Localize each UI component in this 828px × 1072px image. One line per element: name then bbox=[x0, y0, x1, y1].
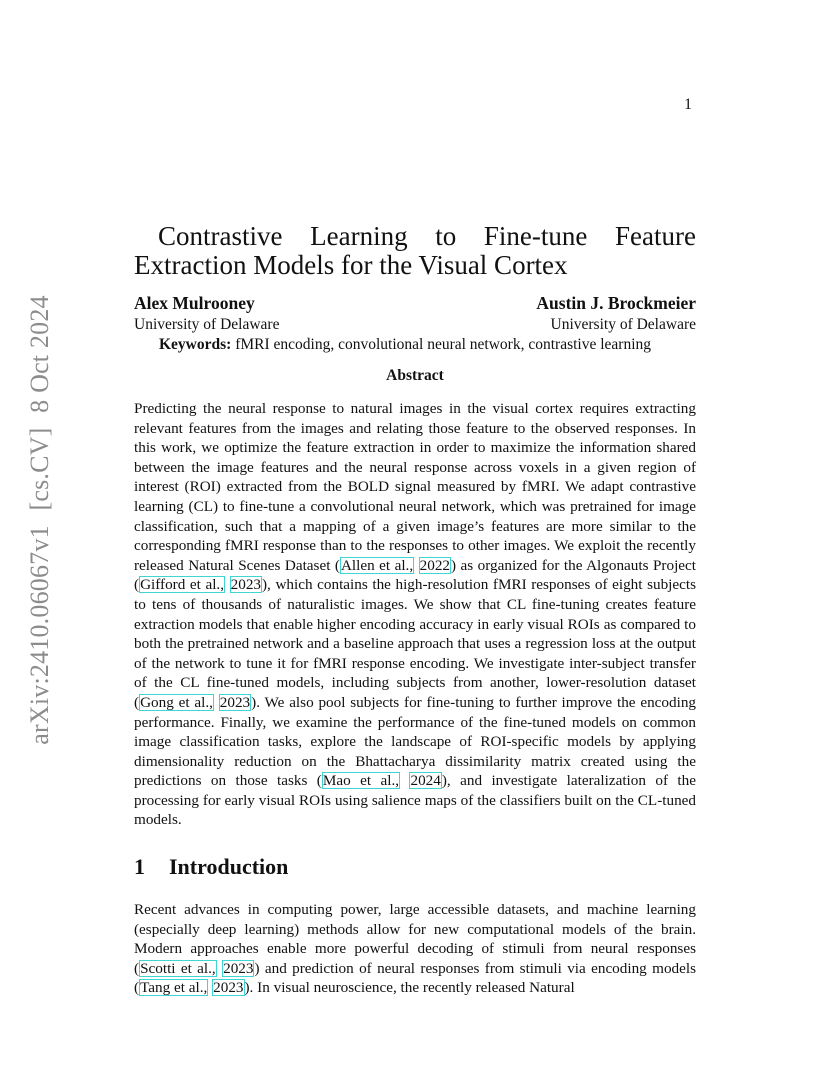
arxiv-date: 8 Oct 2024 bbox=[25, 295, 54, 413]
citation-year-link[interactable]: 2023 bbox=[213, 979, 244, 997]
author-name: Alex Mulrooney bbox=[134, 293, 255, 313]
abstract-heading: Abstract bbox=[386, 367, 444, 384]
keywords-label: Keywords: bbox=[159, 336, 232, 353]
section-number: 1 bbox=[134, 854, 145, 879]
abstract-text: ) as organized for the Algonauts Project ( bbox=[134, 556, 697, 594]
abstract-text: ), which contains the high-resolution fMRI responses of eight subjects to tens of thousands of naturalistic images. We show that CL fine-tuning creates feature extraction models that enable higher encoding accuracy in early visual ROIs as compared to both the pretrained network and a baseline approach that uses a regression loss at the output of the network to tune it for fMRI response encoding. We investigate inter-subject transfer of the CL fine-tuned models, including subjects from another, lower-resolution dataset ( bbox=[134, 576, 696, 711]
paper-title: Contrastive Learning to Fine-tune Feature Extraction Models for the Visual Cortex bbox=[134, 221, 696, 280]
abstract-text: ). We also pool subjects for fine-tuning to further improve the encoding performance. Finally, we examine the performance of the fine-tuned models on common image classification tasks, explore the landscape of ROI-specific models by applying dimensionality reduction on the Bhattacharya dissimilarity matrix created using the predictions on those tasks ( bbox=[134, 693, 697, 790]
arxiv-category: [cs.CV] bbox=[25, 427, 54, 511]
section-heading bbox=[134, 854, 288, 880]
intro-text: Recent advances in computing power, large accessible datasets, and machine learning (especially deep learning) methods allow for new computational models of the brain. Modern approaches enable more powerful decoding of stimuli from neural responses ( bbox=[134, 901, 696, 977]
abstract-text: ), and investigate lateralization of the processing for early visual ROIs using salience maps of the classifiers built on the CL-tuned models. bbox=[134, 772, 696, 829]
section-title: Introduction bbox=[169, 854, 289, 879]
abstract-text: Predicting the neural response to natural images in the visual cortex requires extracting relevant features from the images and relating those feature to the observed responses. In this work, we optimize the feature extraction in order to maximize the information shared between the image features and the neural response across voxels in a given region of interest (ROI) extracted from the BOLD signal measured by fMRI. We adapt contrastive learning (CL) to fine-tune a convolutional neural network, which was pretrained for image classification, such that a mapping of a given image’s features are more similar to the corresponding fMRI response than to the responses to other images. We exploit the recently released Natural Scenes Dataset ( bbox=[134, 400, 696, 574]
intro-text: ) and prediction of neural responses from stimuli via encoding models ( bbox=[134, 959, 697, 997]
author-name: Austin J. Brockmeier bbox=[536, 293, 696, 313]
citation-year-link[interactable]: 2022 bbox=[419, 556, 450, 574]
citation-link[interactable]: Tang et al., bbox=[140, 979, 208, 997]
citation-year-link[interactable]: 2023 bbox=[219, 693, 251, 711]
arxiv-identifier[interactable] bbox=[26, 270, 54, 770]
keywords-text: fMRI encoding, convolutional neural network, contrastive learning bbox=[235, 336, 652, 353]
arxiv-id: arXiv:2410.06067v1 bbox=[25, 525, 54, 745]
citation-link[interactable]: Scotti et al., bbox=[140, 959, 216, 977]
citation-link[interactable]: Gong et al., bbox=[140, 693, 213, 711]
author-affiliation: University of Delaware bbox=[550, 316, 696, 333]
author-affiliation: University of Delaware bbox=[134, 316, 280, 333]
citation-year-link[interactable]: 2023 bbox=[230, 576, 261, 594]
page-number: 1 bbox=[684, 96, 692, 113]
citation-link[interactable]: Gifford et al., bbox=[140, 576, 225, 594]
citation-link[interactable]: Mao et al., bbox=[322, 772, 400, 790]
intro-text: ). In visual neuroscience, the recently released Natural bbox=[244, 979, 575, 997]
citation-link[interactable]: Allen et al., bbox=[340, 556, 414, 574]
citation-year-link[interactable]: 2024 bbox=[410, 772, 441, 790]
introduction-body bbox=[134, 900, 696, 998]
citation-year-link[interactable]: 2023 bbox=[223, 959, 254, 977]
abstract-body bbox=[134, 399, 696, 830]
keywords bbox=[159, 336, 651, 354]
